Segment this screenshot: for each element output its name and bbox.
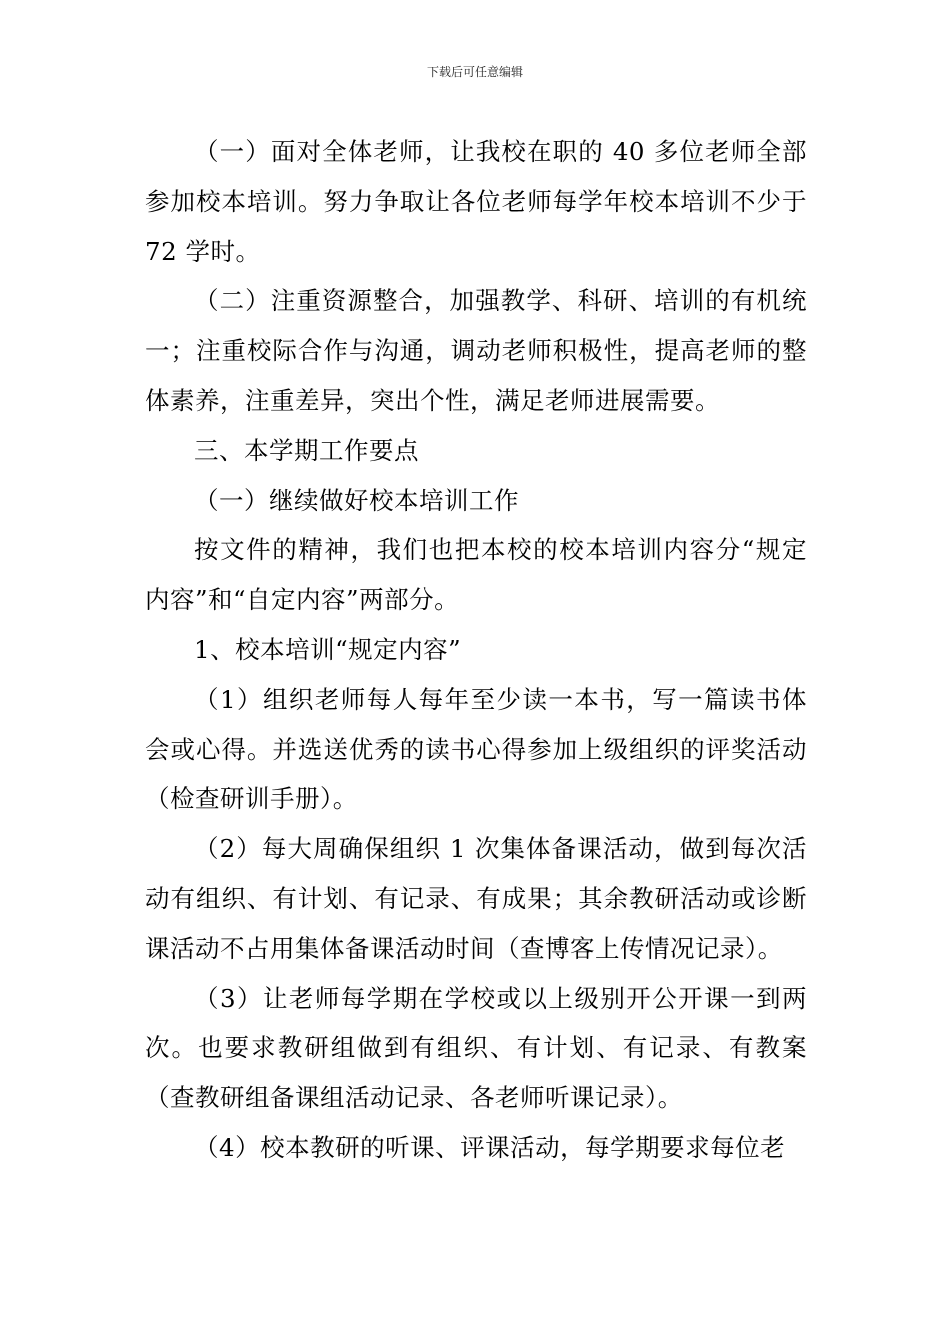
subsection-heading-training: （一）继续做好校本培训工作 <box>194 485 519 515</box>
page-header: 下载后可任意编辑 <box>426 65 523 79</box>
item-heading-required-content: 1、校本培训“规定内容” <box>194 634 462 664</box>
paragraph-content-division: 按文件的精神，我们也把本校的校本培训内容分“规定内容”和“自定内容”两部分。 <box>145 535 807 615</box>
list-item-observation: （4）校本教研的听课、评课活动，每学期要求每位老 <box>194 1132 786 1162</box>
document-body <box>145 127 807 1173</box>
list-item-lesson-prep: （2）每大周确保组织 1 次集体备课活动，做到每次活动有组织、有计划、有记录、有成果；其余教研活动或诊断课活动不占用集体备课活动时间（查博客上传情况记录）。 <box>145 834 807 963</box>
list-item-reading: （1）组织老师每人每年至少读一本书，写一篇读书体会或心得。并选送优秀的读书心得参加上级组织的评奖活动（检查研训手册）。 <box>145 684 807 814</box>
section-heading-work-points: 三、本学期工作要点 <box>194 435 419 465</box>
paragraph-scope: （一）面对全体老师，让我校在职的 40 多位老师全部参加校本培训。努力争取让各位老师每学年校本培训不少于 72 学时。 <box>145 137 807 266</box>
paragraph-integration: （二）注重资源整合，加强教学、科研、培训的有机统一；注重校际合作与沟通，调动老师积极性，提高老师的整体素养，注重差异，突出个性，满足老师进展需要。 <box>145 286 807 415</box>
list-item-open-class: （3）让老师每学期在学校或以上级别开公开课一到两次。也要求教研组做到有组织、有计划、有记录、有教案（查教研组备课组活动记录、各老师听课记录）。 <box>145 983 807 1113</box>
